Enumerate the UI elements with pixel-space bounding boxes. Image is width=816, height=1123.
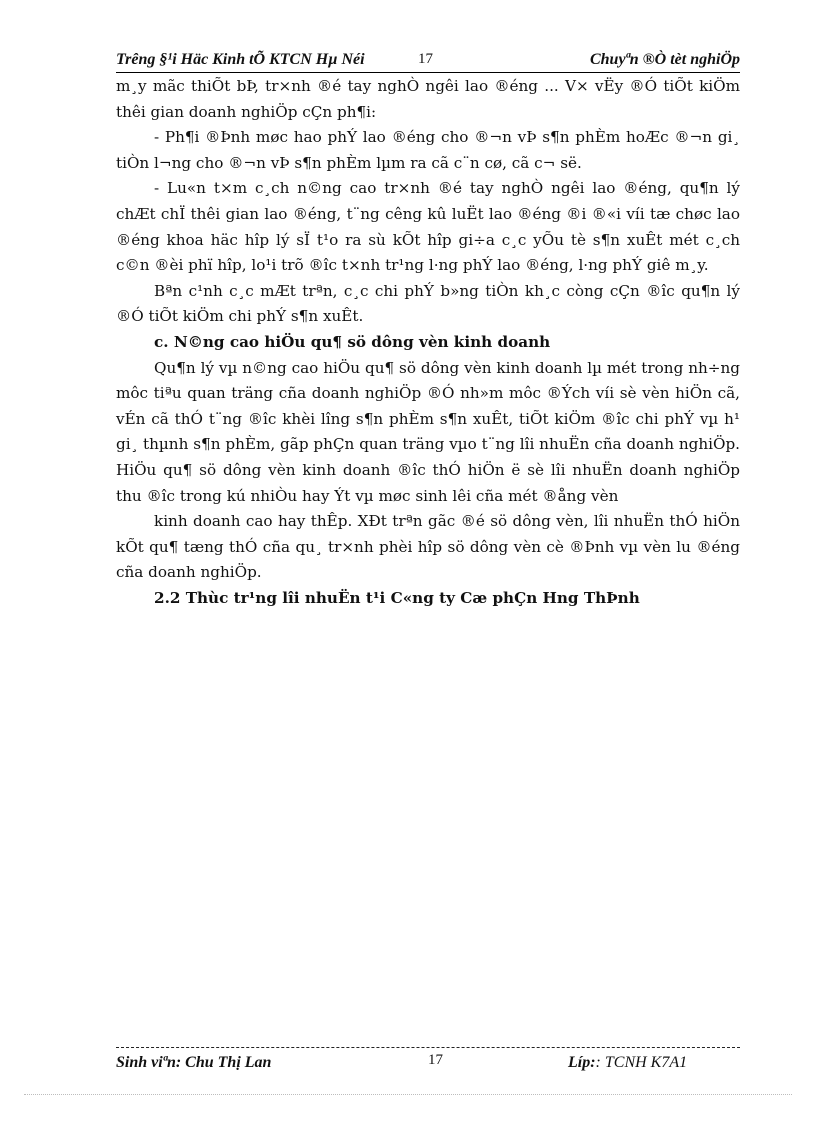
footer-class-label: Líp: (568, 1054, 596, 1071)
paragraph-2: - Ph¶i ®Þnh møc hao phÝ lao ®éng cho ®¬n vÞ s¶n phÈm hoÆc ®¬n gi¸ tiÒn l¬ng cho ®¬n vÞ s¶n phÈm lµm ra cã c¨n cø, cã c¬ së. (116, 128, 740, 172)
page-header (116, 48, 740, 73)
bottom-dotted-border (24, 1094, 792, 1095)
footer-class (568, 1054, 687, 1072)
paragraph-1: m¸y mãc thiÕt bÞ, tr×nh ®é tay nghÒ ngêi lao ®éng ... V× vËy ®Ó tiÕt kiÖm thêi gian doanh nghiÖp cÇn ph¶i: (116, 77, 740, 121)
footer-class-value: : TCNH K7A1 (595, 1054, 688, 1071)
section-heading-2-2: 2.2 Thùc tr¹ng lîi nhuËn t¹i C«ng ty Cæ phÇn Hng ThÞnh (154, 588, 640, 607)
page-footer (116, 1052, 740, 1076)
footer-page-number: 17 (428, 1052, 443, 1068)
header-school-name: Trêng §¹i Häc Kinh tÕ KTCN Hµ Néi (116, 51, 365, 68)
paragraph-3: - Lu«n t×m c¸ch n©ng cao tr×nh ®é tay nghÒ ngêi lao ®éng, qu¶n lý chÆt chÏ thêi gian lao ®éng, t¨ng cêng kû luËt lao ®éng ®i ®«i víi tæ chøc lao ®éng khoa häc hîp lý sÏ t¹o ra sù kÕt hîp gi÷a c¸c yÕu tè s¶n xuÊt mét c¸ch c©n ®èi phï hîp, lo¹i trõ ®îc t×nh tr¹ng l·ng phÝ lao ®éng, l·ng phÝ giê m¸y. (116, 179, 740, 275)
footer-student-name: Sinh viªn: Chu Thị Lan (116, 1054, 272, 1071)
document-body (116, 74, 740, 611)
paragraph-4: Bªn c¹nh c¸c mÆt trªn, c¸c chi phÝ b»ng tiÒn kh¸c còng cÇn ®îc qu¶n lý ®Ó tiÕt kiÖm chi phÝ s¶n xuÊt. (116, 281, 740, 326)
footer-divider (116, 1047, 740, 1048)
header-page-number: 17 (418, 51, 433, 67)
header-document-type: Chuyªn ®Ò tèt nghiÖp (589, 51, 740, 68)
paragraph-6: kinh doanh cao hay thÊp. XÐt trªn gãc ®é sö dông vèn, lîi nhuËn thÓ hiÖn kÕt qu¶ tæng thÓ cña qu¸ tr×nh phèi hîp sö dông vèn cè ®Þnh vµ vèn lu ®éng cña doanh nghiÖp. (116, 512, 740, 582)
paragraph-5: Qu¶n lý vµ n©ng cao hiÖu qu¶ sö dông vèn kinh doanh lµ mét trong nh÷ng môc tiªu quan träng cña doanh nghiÖp ®Ó nh»m môc ®Ých víi sè vèn hiÖn cã, vÉn cã thÓ t¨ng ®îc khèi lîng s¶n phÈm s¶n xuÊt, tiÕt kiÖm ®îc chi phÝ vµ h¹ gi¸ thµnh s¶n phÈm, gãp phÇn quan träng vµo t¨ng lîi nhuËn cña doanh nghiÖp. HiÖu qu¶ sö dông vèn kinh doanh ®îc thÓ hiÖn ë sè lîi nhuËn doanh nghiÖp thu ®îc trong kú nhiÒu hay Ýt vµ møc sinh lêi cña mét ®ång vèn (116, 358, 740, 505)
section-heading-c: c. N©ng cao hiÖu qu¶ sö dông vèn kinh doanh (154, 332, 551, 351)
